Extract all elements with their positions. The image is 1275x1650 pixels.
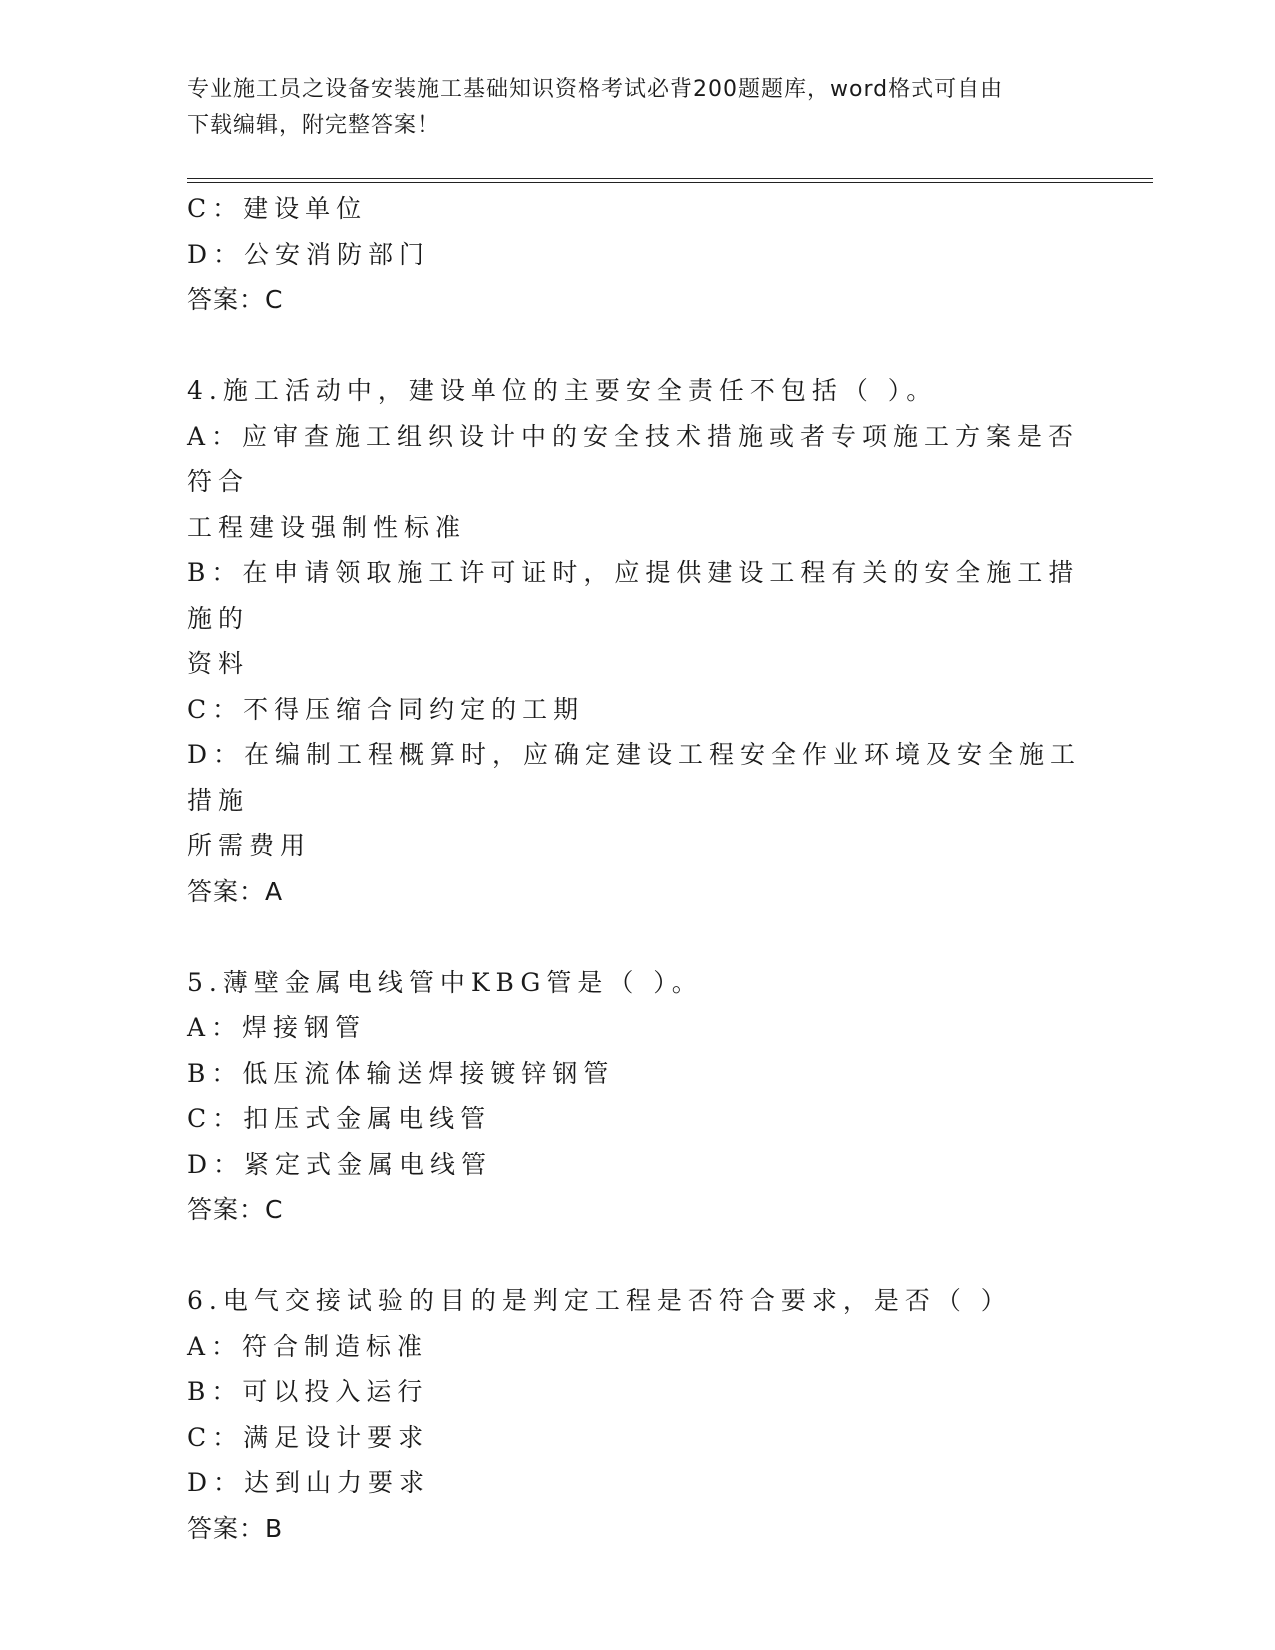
question-text: 4.施工活动中，建设单位的主要安全责任不包括（ ）。 <box>187 376 938 405</box>
option-b: B：在申请领取施工许可证时，应提供建设工程有关的安全施工措施的 <box>187 558 1080 633</box>
question-text: 5.薄壁金属电线管中KBG管是（ ）。 <box>187 967 703 997</box>
option-b: B：低压流体输送焊接镀锌钢管 <box>187 1058 615 1088</box>
option-a-cont: 工程建设强制性标准 <box>187 512 467 542</box>
question-text: 6.电气交接试验的目的是判定工程是否符合要求，是否（ ） <box>187 1286 1012 1315</box>
question-3-tail <box>187 186 1087 323</box>
option-c: C：不得压缩合同约定的工期 <box>187 694 585 724</box>
header-line-2: 下载编辑，附完整答案！ <box>187 113 441 138</box>
option-d: D：达到山力要求 <box>187 1468 431 1497</box>
option-c: C：扣压式金属电线管 <box>187 1104 492 1133</box>
answer-line: 答案：C <box>187 285 284 314</box>
header-line-1: 专业施工员之设备安装施工基础知识资格考试必背200题题库，word格式可自由 <box>187 77 1004 102</box>
answer-line: 答案：A <box>187 876 284 906</box>
option-a: A：符合制造标准 <box>187 1331 429 1361</box>
option-a: A：焊接钢管 <box>187 1013 367 1042</box>
option-d: D：公安消防部门 <box>187 239 431 269</box>
answer-line: 答案：B <box>187 1513 284 1543</box>
page-header <box>187 72 1087 144</box>
option-c: C：建设单位 <box>187 194 368 223</box>
option-b-cont: 资料 <box>187 649 250 678</box>
answer-line: 答案：C <box>187 1195 284 1224</box>
option-d: D：紧定式金属电线管 <box>187 1149 493 1179</box>
option-a: A：应审查施工组织设计中的安全技术措施或者专项施工方案是否符合 <box>187 421 1080 496</box>
question-5 <box>187 960 1087 1233</box>
question-4 <box>187 368 1087 914</box>
document-body <box>187 186 1087 1551</box>
header-divider <box>187 178 1153 183</box>
option-d: D：在编制工程概算时，应确定建设工程安全作业环境及安全施工措施 <box>187 740 1082 815</box>
question-6 <box>187 1278 1087 1551</box>
option-b: B：可以投入运行 <box>187 1377 429 1406</box>
option-c: C：满足设计要求 <box>187 1422 430 1452</box>
option-d-cont: 所需费用 <box>187 831 312 860</box>
